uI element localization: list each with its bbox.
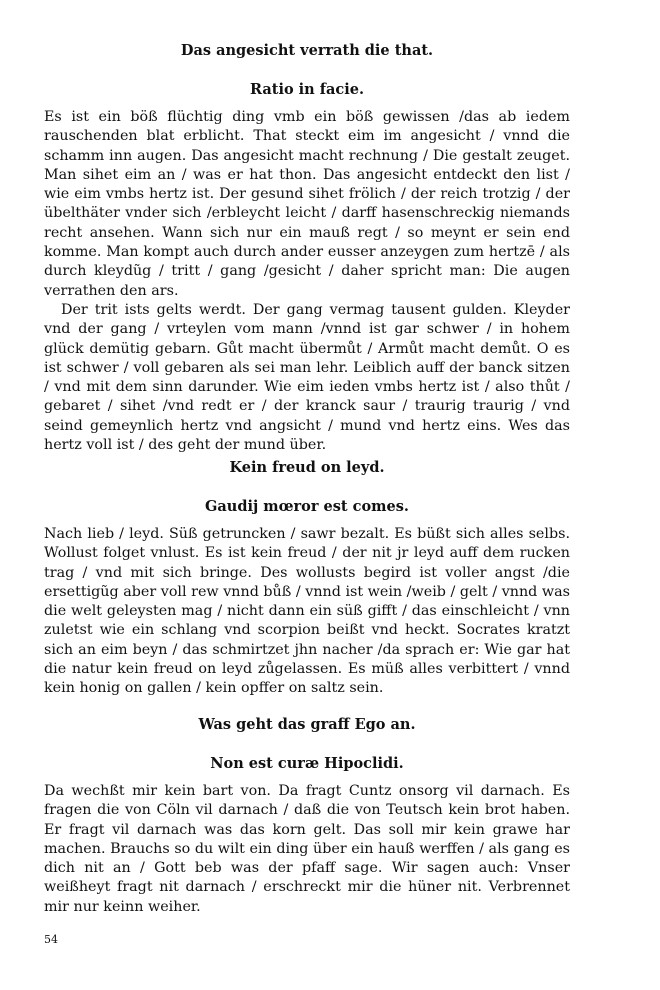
page-number: 54 <box>44 933 58 946</box>
section-graff-ego <box>44 716 570 917</box>
paragraph: Es ist ein böß flüchtig ding vmb ein böß gewissen /das ab iedem rauschenden blat erblicht. That steckt eim im angesicht / vnnd die schamm inn augen. Das angesicht macht rechnung / Die gestalt zeuget. Man sihet eim an / was er hat thon. Das angesicht entdeckt den list / wie eim vmbs hertz ist. Der gesund sihet frölich / der reich trotzig / der übelthäter vnder sich /erbleycht leicht / darff hasenschreckig niemands recht ansehen. Wann sich nur ein mauß regt / so meynt er sein end komme. Man kompt auch durch ander eusser anzeygen zum hertzē / als durch kleydũg / tritt / gang /gesicht / daher spricht man: Die augen verrathen den ars. <box>44 109 570 299</box>
section-freud <box>44 459 570 699</box>
section-angesicht <box>44 42 570 455</box>
section-heading-german: Das angesicht verrath die that. <box>180 42 434 59</box>
paragraph: Nach lieb / leyd. Süß getruncken / sawr bezalt. Es büßt sich alles selbs. Wollust folget vnlust. Es ist kein freud / der nit jr leyd auff dem rucken trag / vnd mit sich bringe. Des wollusts begird ist voller angst /die ersettigũg aber voll rew vnnd bůß / vnnd ist wein /weib / gelt / vnnd was die welt geleysten mag / nicht dann ein süß gifft / das einschleicht / vnn zuletst wie ein schlang vnd scorpion beißt vnd heckt. Socrates kratzt sich an eim beyn / das schmirtzet jhn nacher /da sprach er: Wie gar hat die natur kein freud on leyd zůgelassen. Es müß alles verbittert / vnnd kein honig on gallen / kein opffer on saltz sein. <box>44 526 570 697</box>
paragraph: Da wechßt mir kein bart von. Da fragt Cuntz onsorg vil darnach. Es fragen die von Cöln vil darnach / daß die von Teutsch kein brot haben. Er fragt vil darnach was das korn gelt. Das soll mir kein grawe har machen. Brauchs so du wilt ein ding über ein hauß werffen / als gang es dich nit an / Gott beb was der pfaff sage. Wir sagen auch: Vnser weißheyt fragt nit darnach / erschreckt mir die hüner nit. Verbrennet mir nur keinn weiher. <box>44 783 570 915</box>
section-heading-german: Kein freud on leyd. <box>229 459 385 476</box>
paragraph: Der trit ists gelts werdt. Der gang vermag tausent gulden. Kleyder vnd der gang / vrteylen vom mann /vnnd ist gar schwer / in hohem glück demütig gebarn. Gůt macht übermůt / Armůt macht demůt. O es ist schwer / voll gebaren als sei man lehr. Leiblich auff der banck sitzen / vnd mit dem sinn darunder. Wie eim ieden vmbs hertz ist / also thůt / gebaret / sihet /vnd redt er / der kranck saur / traurig traurig / vnd seind gemeynlich hertz vnd angsicht / mund vnd hertz eins. Wes das hertz voll ist / des geht der mund über. <box>44 301 570 454</box>
section-heading-latin: Non est curæ Hipoclidi. <box>210 755 404 772</box>
section-heading-latin: Ratio in facie. <box>249 81 365 98</box>
section-heading-german: Was geht das graff Ego an. <box>198 716 416 733</box>
section-heading-latin: Gaudij mœror est comes. <box>205 498 409 515</box>
